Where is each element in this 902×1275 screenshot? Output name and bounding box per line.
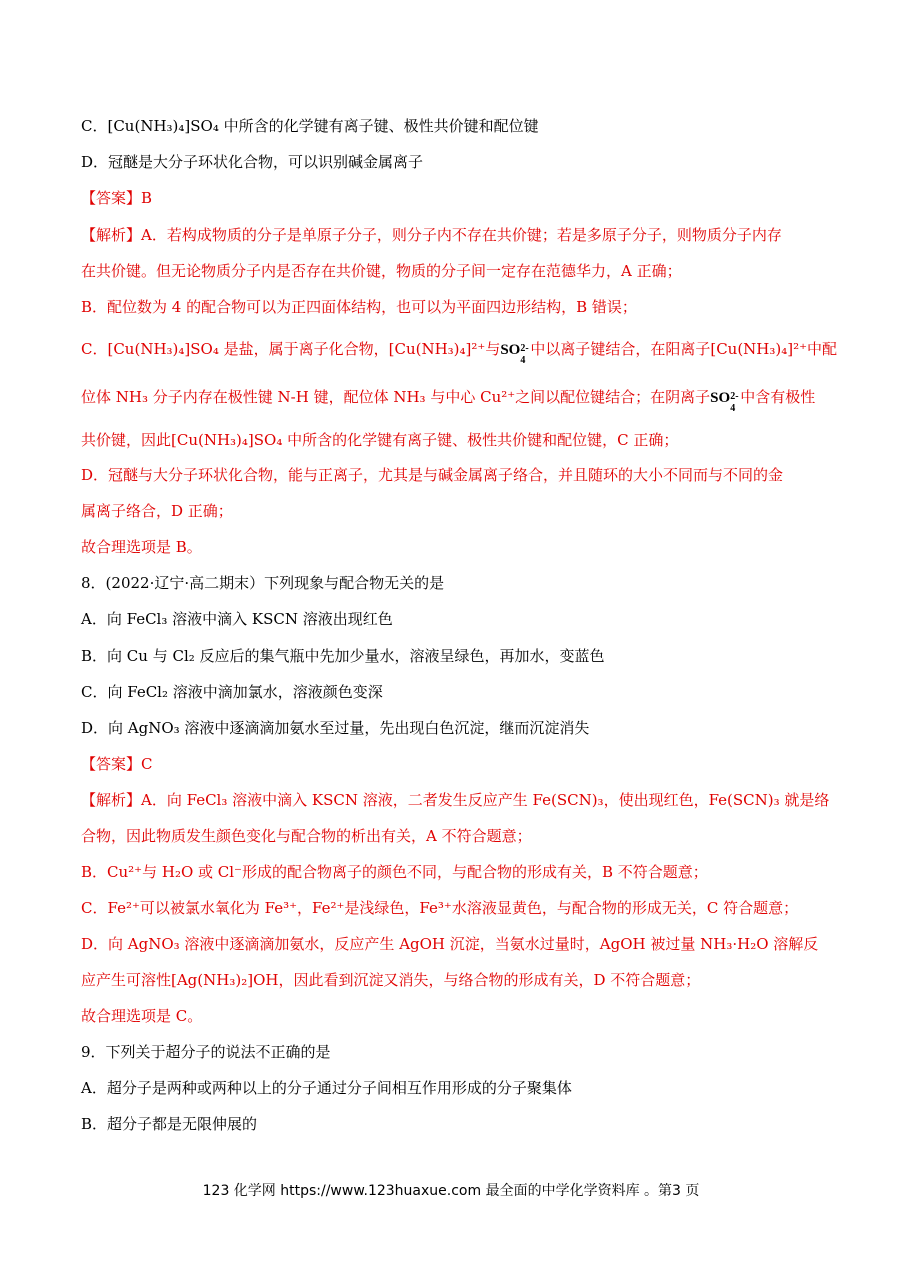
explanation-7-c-line3: 共价键，因此[Cu(NH₃)₄]SO₄ 中所含的化学键有离子键、极性共价键和配位键，C 正确； [81,431,679,449]
explanation-7-c-line1-part1: C．[Cu(NH₃)₄]SO₄ 是盐，属于离子化合物，[Cu(NH₃)₄]²⁺与 [81,340,501,358]
question-7-option-d: D．冠醚是大分子环状化合物，可以识别碱金属离子 [81,153,424,171]
sulfate-ion-formula: SO 2- 4 [500,342,529,366]
answer-7: 【答案】B [81,189,153,207]
explanation-8-c: C．Fe²⁺可以被氯水氧化为 Fe³⁺，Fe²⁺是浅绿色，Fe³⁺水溶液显黄色，与配合物的形成无关，C 符合题意； [81,899,799,917]
question-8-option-d: D．向 AgNO₃ 溶液中逐滴滴加氨水至过量，先出现白色沉淀，继而沉淀消失 [81,719,590,737]
question-9-option-a: A．超分子是两种或两种以上的分子通过分子间相互作用形成的分子聚集体 [81,1079,572,1097]
question-8-option-b: B．向 Cu 与 Cl₂ 反应后的集气瓶中先加少量水，溶液呈绿色，再加水，变蓝色 [81,647,605,665]
question-8-option-a: A．向 FeCl₃ 溶液中滴入 KSCN 溶液出现红色 [81,610,393,628]
explanation-7-c-line2-part1: 位体 NH₃ 分子内存在极性键 N-H 键，配位体 NH₃ 与中心 Cu²⁺之间以配位键结合；在阴离子 [81,388,711,406]
question-9-stem: 9．下列关于超分子的说法不正确的是 [81,1043,331,1061]
explanation-7-b: B．配位数为 4 的配合物可以为正四面体结构，也可以为平面四边形结构，B 错误； [81,298,637,316]
explanation-7-d-line1: D．冠醚与大分子环状化合物，能与正离子，尤其是与碱金属离子络合，并且随环的大小不同而与不同的金 [81,466,784,484]
explanation-7-c-line2-part2: 中含有极性 [740,388,816,406]
answer-8: 【答案】C [81,755,153,773]
explanation-7-a-line1: 【解析】A．若构成物质的分子是单原子分子，则分子内不存在共价键；若是多原子分子，则物质分子内存 [81,226,782,244]
question-8-option-c: C．向 FeCl₂ 溶液中滴加氯水，溶液颜色变深 [81,683,383,701]
explanation-7-c-line1 [81,339,838,366]
question-9-option-b: B．超分子都是无限伸展的 [81,1115,258,1133]
conclusion-7: 故合理选项是 B。 [81,538,202,556]
page-footer: 123 化学网 https://www.123huaxue.com 最全面的中学化学资料库 。第3 页 [202,1183,700,1199]
question-8-stem: 8．(2022·辽宁·高二期末）下列现象与配合物无关的是 [81,574,445,592]
explanation-7-d-line2: 属离子络合，D 正确； [81,502,233,520]
explanation-8-b: B．Cu²⁺与 H₂O 或 Cl⁻形成的配合物离子的颜色不同，与配合物的形成有关，B 不符合题意； [81,863,708,881]
explanation-8-a-line1: 【解析】A．向 FeCl₃ 溶液中滴入 KSCN 溶液，二者发生反应产生 Fe(SCN)₃，使出现红色，Fe(SCN)₃ 就是络 [81,791,830,809]
explanation-7-c-line2 [81,387,816,414]
explanation-8-d-line1: D．向 AgNO₃ 溶液中逐滴滴加氨水，反应产生 AgOH 沉淀，当氨水过量时，AgOH 被过量 NH₃·H₂O 溶解反 [81,935,819,953]
question-7-option-c: C．[Cu(NH₃)₄]SO₄ 中所含的化学键有离子键、极性共价键和配位键 [81,117,539,135]
sulfate-ion-formula: SO 2- 4 [710,390,739,414]
explanation-8-d-line2: 应产生可溶性[Ag(NH₃)₂]OH，因此看到沉淀又消失，与络合物的形成有关，D 不符合题意； [81,971,701,989]
explanation-8-a-line2: 合物，因此物质发生颜色变化与配合物的析出有关，A 不符合题意； [81,827,532,845]
conclusion-8: 故合理选项是 C。 [81,1007,203,1025]
explanation-7-c-line1-part2: 中以离子键结合，在阳离子[Cu(NH₃)₄]²⁺中配 [530,340,838,358]
explanation-7-a-line2: 在共价键。但无论物质分子内是否存在共价键，物质的分子间一定存在范德华力，A 正确； [81,262,682,280]
